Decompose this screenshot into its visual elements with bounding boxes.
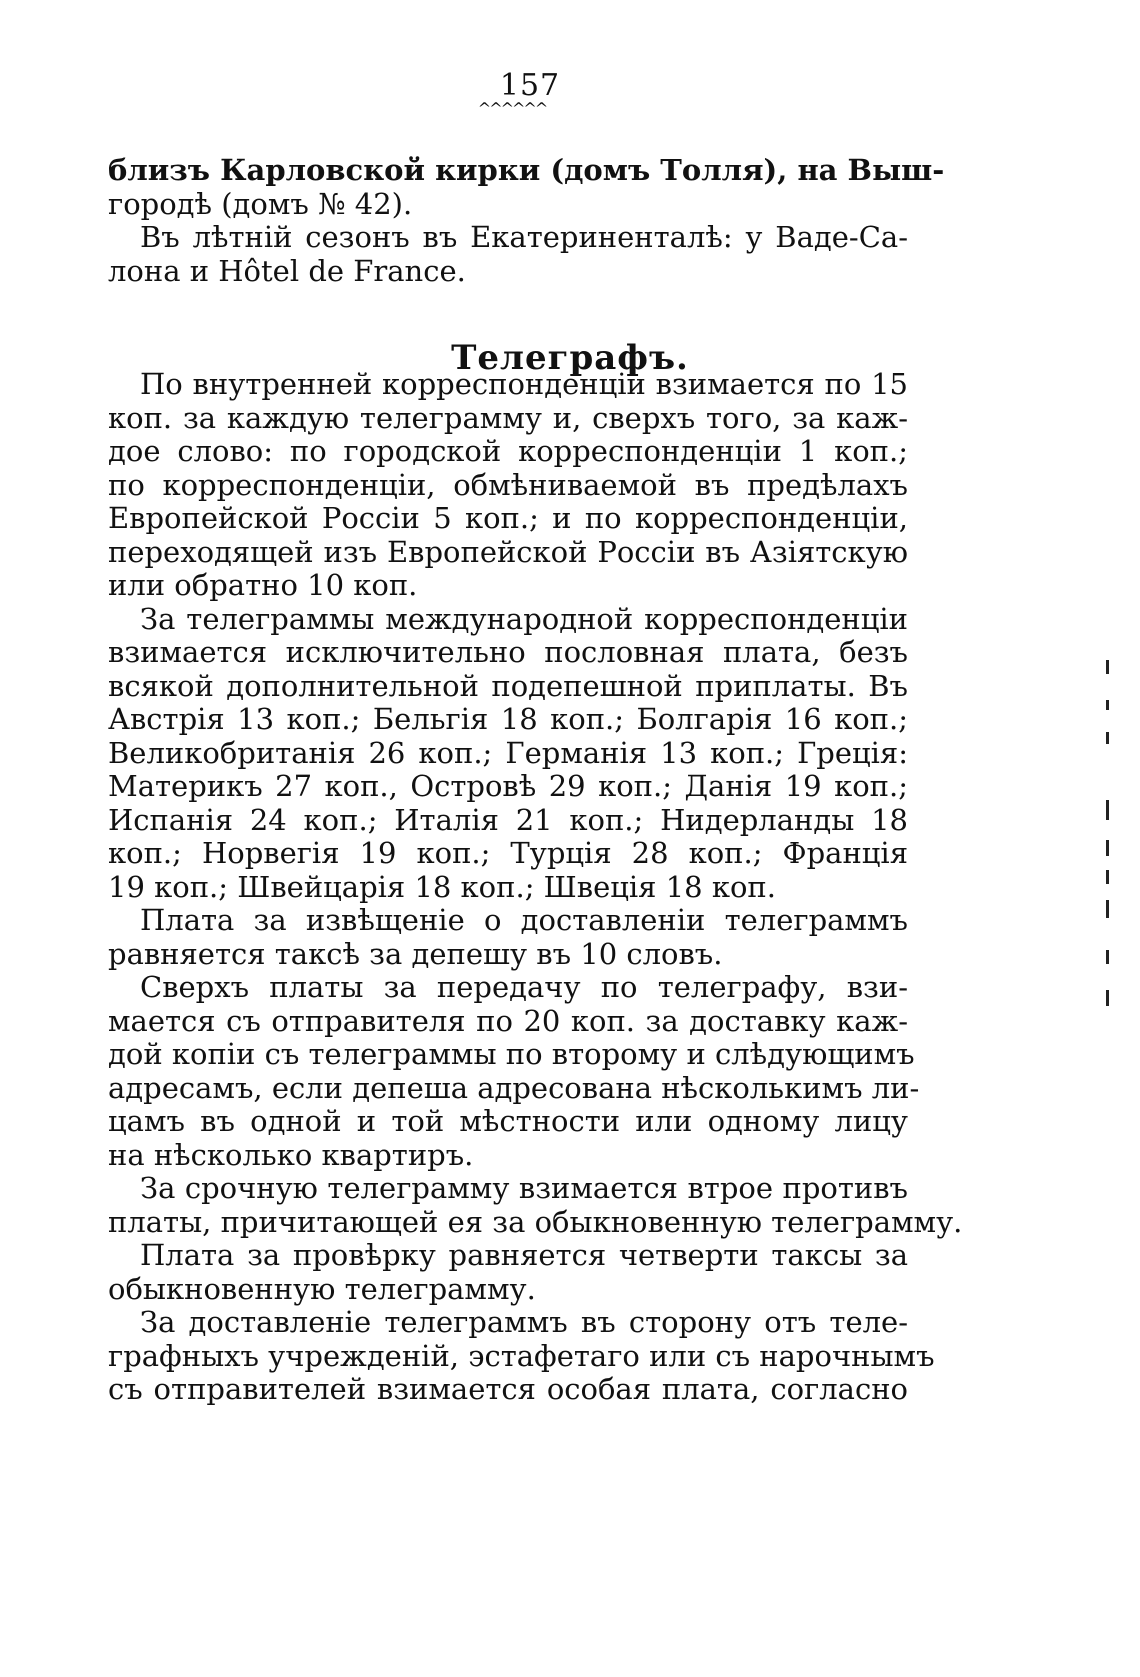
body-line: коп.; Норвегія 19 коп.; Турція 28 коп.; Франція [108,836,908,870]
body-line: мается съ отправителя по 20 коп. за доставку каж- [108,1003,908,1038]
body-line: коп. за каждую телеграмму и, сверхъ того, за каж- [108,400,908,435]
body-line: цамъ въ одной и той мѣстности или одному лицу [108,1104,908,1138]
body-line: дой копіи съ телеграммы по второму и слѣдующимъ [108,1037,915,1071]
body-line: Плата за провѣрку равняется четверти таксы за [140,1238,908,1272]
body-line: Плата за извѣщеніе о доставленіи телеграммъ [140,903,908,937]
scan-mark [1106,950,1109,964]
page-number-ornament: ^^^^^^ [477,99,547,118]
body-line: платы, причитающей ея за обыкновенную телеграмму. [108,1204,963,1239]
body-line: или обратно 10 коп. [108,568,418,602]
body-line: За телеграммы международной корреспонденціи [140,601,908,636]
page-number: 157 [499,68,561,103]
body-line: по корреспонденціи, обмѣниваемой въ предѣлахъ [108,467,908,502]
body-line: взимается исключительно пословная плата, безъ [108,635,908,669]
body-line: адресамъ, если депеша адресована нѣсколькимъ ли- [108,1070,920,1105]
body-line: съ отправителей взимается особая плата, согласно [108,1372,908,1406]
scan-mark [1106,990,1109,1006]
scan-mark [1106,700,1109,710]
scan-mark [1106,900,1109,918]
body-line: Австрія 13 коп.; Бельгія 18 коп.; Болгарія 16 коп.; [108,702,908,736]
section-heading: Телеграфъ. [451,338,689,378]
top-line-4: лона и Hôtel de France. [108,253,466,288]
top-line-2: городѣ (домъ № 42). [108,186,413,221]
telegraph-body [108,367,963,1407]
scan-margin-marks [1100,660,1120,1020]
body-line: Испанія 24 коп.; Италія 21 коп.; Нидерланды 18 [108,802,908,837]
body-line: обыкновенную телеграмму. [108,1271,536,1306]
body-line: За доставленіе телеграммъ въ сторону отъ теле- [140,1305,908,1339]
body-line: переходящей изъ Европейской Россіи въ Азіятскую [108,534,908,569]
body-line: на нѣсколько квартиръ. [108,1137,474,1172]
scan-mark [1106,840,1109,856]
top-line-1: близъ Карловской кирки (домъ Толля), на Выш- [108,153,945,187]
scan-mark [1106,800,1109,820]
body-line: По внутренней корреспонденціи взимается по 15 [140,367,908,401]
body-line: графныхъ учрежденій, эстафетаго или съ нарочнымъ [108,1338,935,1373]
scan-mark [1106,870,1109,884]
body-line: равняется таксѣ за депешу въ 10 словъ. [108,936,723,971]
scan-mark [1106,732,1109,744]
body-line: Материкъ 27 коп., Островѣ 29 коп.; Данія 19 коп.; [108,769,908,803]
top-paragraph [108,153,945,288]
body-line: 19 коп.; Швейцарія 18 коп.; Швеція 18 коп. [108,869,776,904]
body-line: Великобританія 26 коп.; Германія 13 коп.; Греція: [108,735,908,770]
body-line: За срочную телеграмму взимается втрое противъ [140,1171,908,1205]
body-line: дое слово: по городской корреспонденціи 1 коп.; [108,434,908,468]
top-line-3: Въ лѣтній сезонъ въ Екатериненталѣ: у Ваде-Са- [140,220,908,254]
body-line: всякой дополнительной подепешной приплаты. Въ [108,668,908,703]
body-line: Европейской Россіи 5 коп.; и по корреспонденціи, [108,501,908,535]
body-line: Сверхъ платы за передачу по телеграфу, взи- [140,970,908,1004]
scan-mark [1106,660,1109,674]
